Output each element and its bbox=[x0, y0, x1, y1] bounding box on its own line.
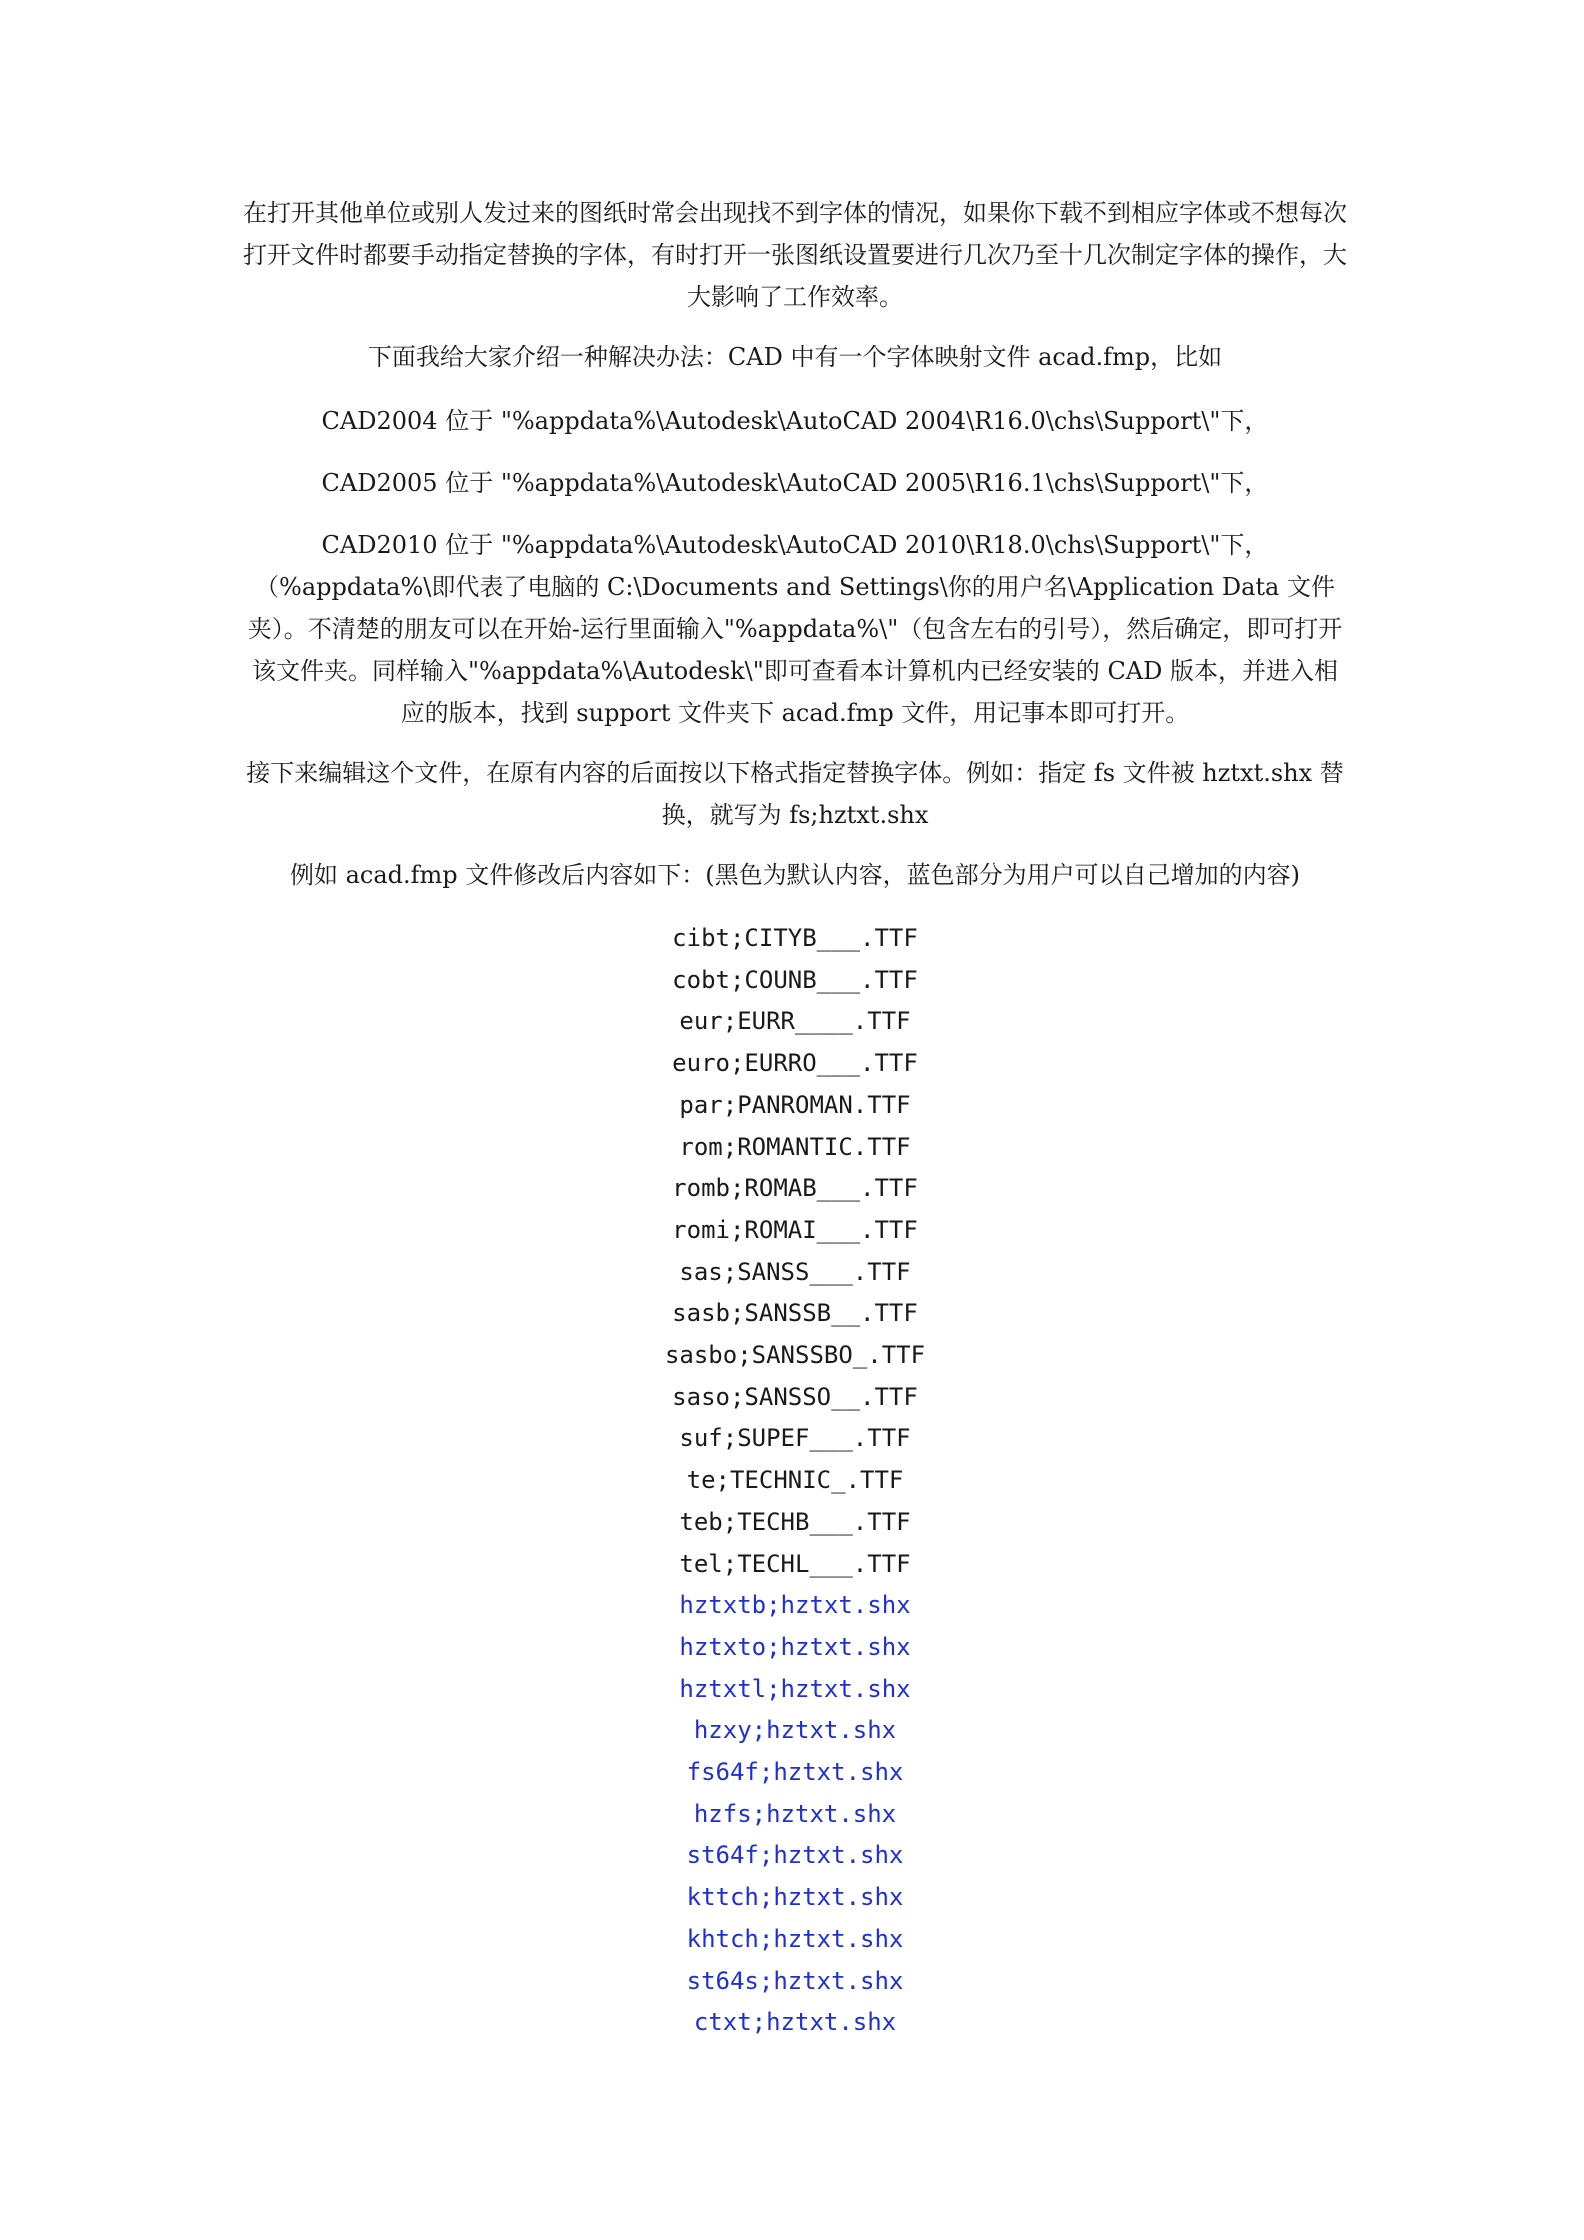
example-caption-paragraph: 例如 acad.fmp 文件修改后内容如下：(黑色为默认内容，蓝色部分为用户可以自己增加的内容) bbox=[289, 861, 1301, 889]
default-mapping-line: teb;TECHB___.TTF bbox=[679, 1507, 911, 1536]
user-mapping-line: fs64f;hztxt.shx bbox=[686, 1758, 904, 1787]
default-mapping-line: tel;TECHL___.TTF bbox=[679, 1549, 911, 1578]
user-mapping-line: st64f;hztxt.shx bbox=[686, 1841, 904, 1870]
default-mapping-line: eur;EURR____.TTF bbox=[679, 1007, 911, 1036]
user-mapping-line: hztxtl;hztxt.shx bbox=[679, 1674, 911, 1703]
default-mapping-line: sasbo;SANSSBO_.TTF bbox=[664, 1341, 926, 1370]
user-mapping-line: hzxy;hztxt.shx bbox=[693, 1716, 897, 1745]
default-mapping-line: sasb;SANSSB__.TTF bbox=[672, 1299, 918, 1328]
cad2010-path-paragraph: CAD2010 位于 "%appdata%\Autodesk\AutoCAD 2010\R18.0\chs\Support\"下，（%appdata%\即代表了电脑的 C:\Documents and Settings\你的用户名\Application Data 文件夹）。不清楚的朋友可以在开始-运行里面输入"%appdata%\"（包含左右的引号），然后确定，即可打开该文件夹。同样输入"%appdata%\Autodesk\"即可查看本计算机内已经安装的 CAD 版本，并进入相应的版本，找到 support 文件夹下 acad.fmp 文件，用记事本即可打开。 bbox=[247, 531, 1343, 727]
intro-paragraph: 在打开其他单位或别人发过来的图纸时常会出现找不到字体的情况，如果你下载不到相应字体或不想每次打开文件时都要手动指定替换的字体，有时打开一张图纸设置要进行几次乃至十几次制定字体的操作，大大影响了工作效率。 bbox=[243, 199, 1347, 311]
cad2004-path-paragraph: CAD2004 位于 "%appdata%\Autodesk\AutoCAD 2004\R16.0\chs\Support\"下， bbox=[321, 407, 1269, 435]
default-mapping-line: saso;SANSSO__.TTF bbox=[672, 1382, 918, 1411]
user-mapping-line: hztxto;hztxt.shx bbox=[679, 1632, 911, 1661]
cad2005-path-paragraph: CAD2005 位于 "%appdata%\Autodesk\AutoCAD 2005\R16.1\chs\Support\"下， bbox=[321, 469, 1269, 497]
default-mapping-line: te;TECHNIC_.TTF bbox=[686, 1466, 904, 1495]
default-mapping-line: cobt;COUNB___.TTF bbox=[672, 965, 918, 994]
user-mapping-line: hzfs;hztxt.shx bbox=[693, 1799, 897, 1828]
solution-paragraph: 下面我给大家介绍一种解决办法：CAD 中有一个字体映射文件 acad.fmp，比如 bbox=[367, 343, 1223, 371]
default-mapping-line: romi;ROMAI___.TTF bbox=[672, 1215, 918, 1244]
user-mapping-line: st64s;hztxt.shx bbox=[686, 1966, 904, 1995]
user-mapping-line: ctxt;hztxt.shx bbox=[693, 2008, 897, 2037]
default-mapping-line: euro;EURRO___.TTF bbox=[672, 1049, 918, 1078]
user-mapping-line: kttch;hztxt.shx bbox=[686, 1883, 904, 1912]
default-mapping-line: sas;SANSS___.TTF bbox=[679, 1257, 911, 1286]
edit-instructions-paragraph: 接下来编辑这个文件，在原有内容的后面按以下格式指定替换字体。例如：指定 fs 文件被 hztxt.shx 替换，就写为 fs;hztxt.shx bbox=[246, 759, 1344, 829]
default-mapping-line: par;PANROMAN.TTF bbox=[679, 1090, 911, 1119]
default-mapping-line: suf;SUPEF___.TTF bbox=[679, 1424, 911, 1453]
user-mapping-line: hztxtb;hztxt.shx bbox=[679, 1591, 911, 1620]
default-mapping-line: cibt;CITYB___.TTF bbox=[672, 924, 918, 952]
user-mapping-line: khtch;hztxt.shx bbox=[686, 1924, 904, 1953]
default-mapping-line: romb;ROMAB___.TTF bbox=[672, 1174, 918, 1203]
default-mapping-line: rom;ROMANTIC.TTF bbox=[679, 1132, 911, 1161]
font-mapping-list bbox=[480, 918, 1110, 2044]
